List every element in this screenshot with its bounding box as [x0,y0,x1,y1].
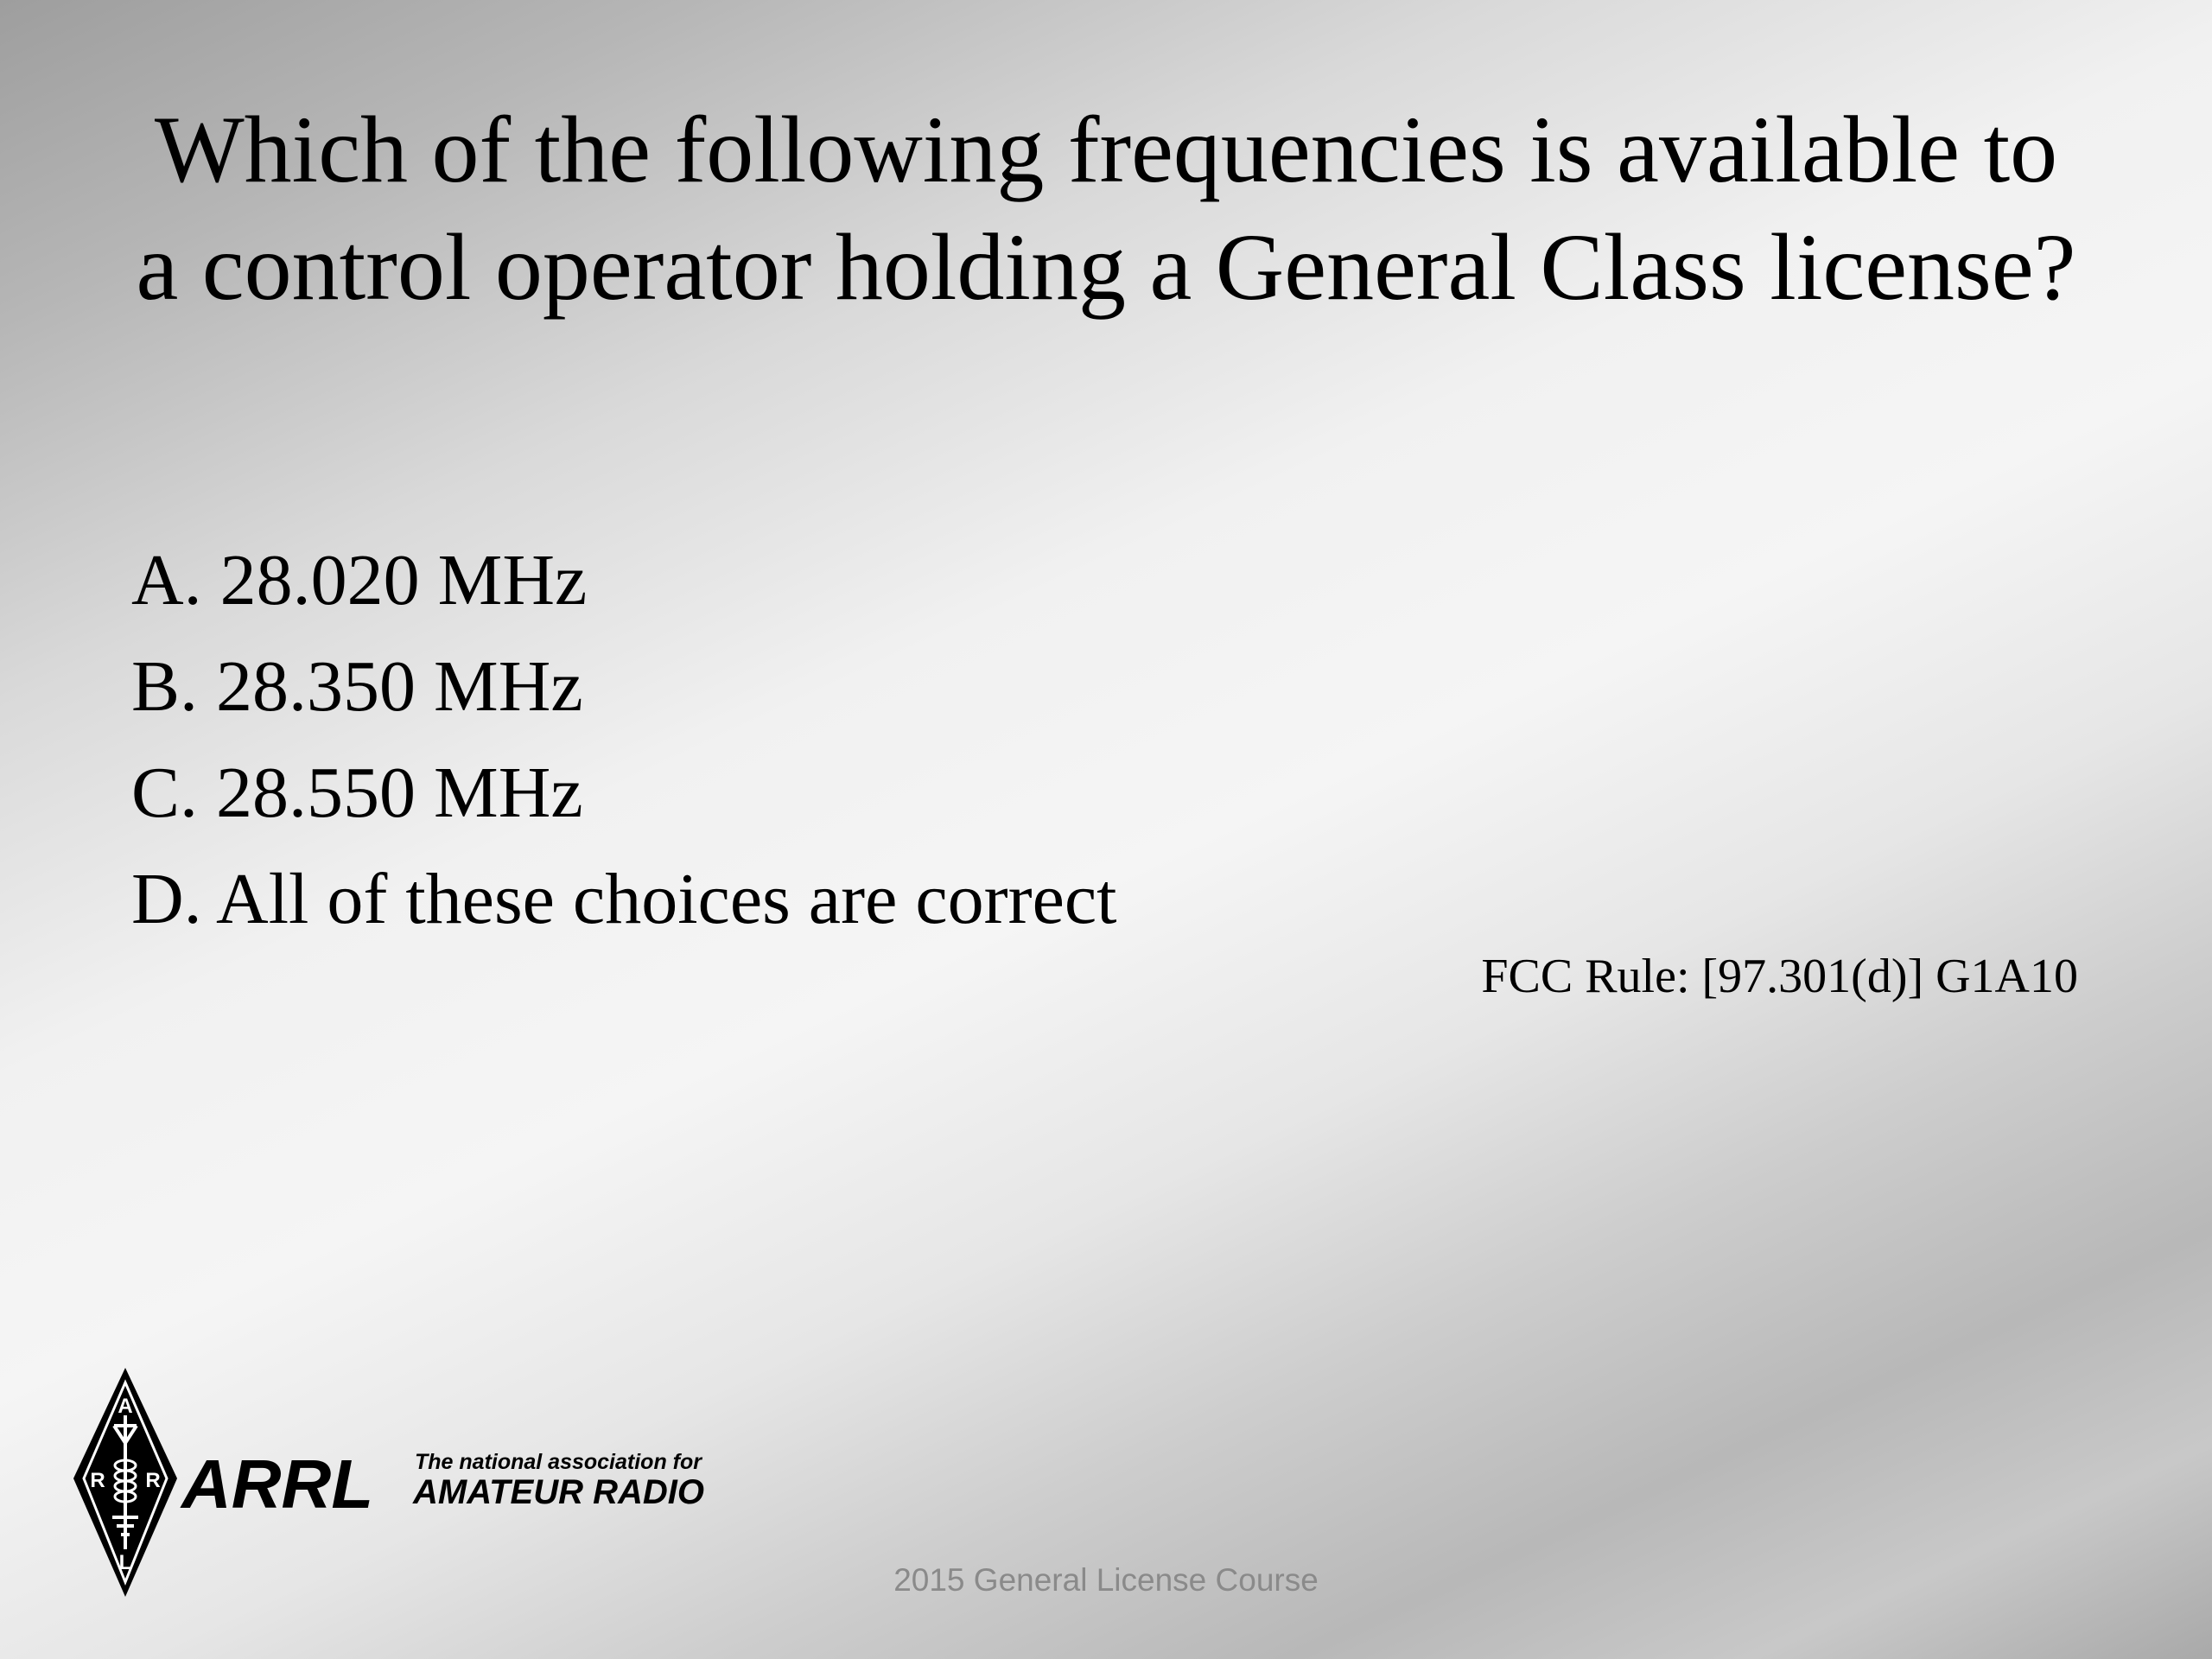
answer-option-b: B. 28.350 MHz [131,646,583,727]
answer-option-d: D. All of these choices are correct [131,859,1117,939]
logo-tagline-line1: The national association for [415,1450,702,1474]
course-footer: 2015 General License Course [893,1562,1319,1598]
arrl-wordmark: ARRL [181,1446,374,1522]
question-title: Which of the following frequencies is available to a control operator holding a General Class license? [136,97,2076,320]
answer-option-c: C. 28.550 MHz [131,753,583,833]
diamond-letter-r-right: R [145,1469,161,1492]
answer-option-a: A. 28.020 MHz [131,540,588,620]
logo-tagline-line2: AMATEUR RADIO [413,1473,705,1511]
diamond-letter-a: A [118,1395,133,1418]
fcc-rule-reference: FCC Rule: [97.301(d)] G1A10 [1481,950,2078,1003]
answer-list [131,527,1116,952]
diamond-letter-r-left: R [90,1469,105,1492]
diamond-letter-l: L [118,1551,132,1574]
